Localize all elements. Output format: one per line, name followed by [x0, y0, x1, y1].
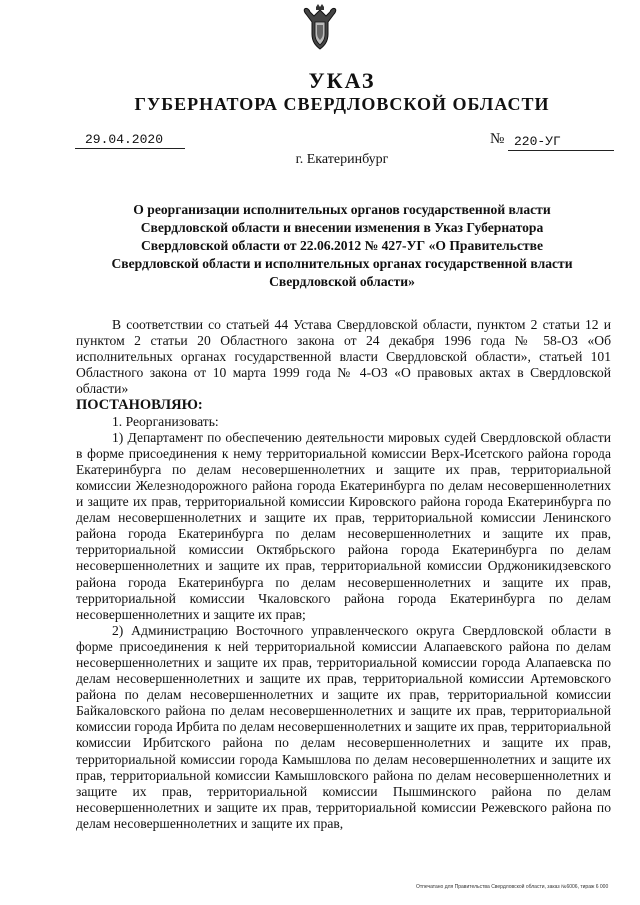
issuer-heading: ГУБЕРНАТОРА СВЕРДЛОВСКОЙ ОБЛАСТИ [134, 94, 550, 114]
print-footer: Отпечатано для Правительства Свердловской области, заказ №6006, тираж 6 000 [416, 884, 609, 890]
clause-1-2: 2) Администрацию Восточного управленческого округа Свердловской области в форме присоединения к ней территориальной комиссии Алапаевского района по делам несовершеннолетних и защите их прав, территориальной комиссии города Алапаевска по делам несовершеннолетних и защите их прав, территориальной комиссии Артемовского района по делам несовершеннолетних и защите их прав, территориальной комиссии Байкаловского района по делам несовершеннолетних и защите их прав, территориальной комиссии города Ирбита по делам несовершеннолетних и защите их прав, территориальной комиссии Ирбитского района по делам несовершеннолетних и защите их прав, территориальной комиссии города Камышлова по делам несовершеннолетних и защите их прав, территориальной комиссии Камышловского района по делам несовершеннолетних и защите их прав, территориальной комиссии Пышминского района по делам несовершеннолетних и защите их прав, территориальной комиссии Режевского района по делам несовершеннолетних и защите их прав, [76, 622, 611, 831]
decree-heading: УКАЗ [308, 68, 376, 93]
number-label: № [490, 131, 505, 147]
decree-date: 29.04.2020 [75, 132, 185, 149]
decree-number: 220-УГ [508, 134, 614, 151]
document-body [76, 317, 611, 832]
document-title: О реорганизации исполнительных органов государственной власти Свердловской области и внесении изменения в Указ Губернатора Свердловской области от 22.06.2012 № 427-УГ «О Правительстве Свердловской области и исполнительных органах государственной власти Свердловской области» [111, 202, 573, 289]
decree-word: ПОСТАНОВЛЯЮ: [76, 397, 203, 414]
clause-1: 1. Реорганизовать: [112, 413, 219, 429]
city: г. Екатеринбург [295, 152, 389, 167]
preamble: В соответствии со статьей 44 Устава Свердловской области, пунктом 2 статьи 12 и пунктом 2 статьи 20 Областного закона от 24 декабря 1996 года № 58-ОЗ «Об исполнительных органах государственной власти Свердловской области», статьей 101 Областного закона от 10 марта 1999 года № 4-ОЗ «О правовых актах в Свердловской области» [76, 317, 611, 397]
coat-of-arms-icon [298, 4, 342, 52]
clause-1-1: 1) Департамент по обеспечению деятельности мировых судей Свердловской области в форме присоединения к нему территориальной комиссии Верх-Исетского района города Екатеринбурга по делам несовершеннолетних и защите их прав, территориальной комиссии Железнодорожного района города Екатеринбурга по делам несовершеннолетних и защите их прав, территориальной комиссии Кировского района города Екатеринбурга по делам несовершеннолетних и защите их прав, территориальной комиссии Ленинского района города Екатеринбурга по делам несовершеннолетних и защите их прав, территориальной комиссии Октябрьского района города Екатеринбурга по делам несовершеннолетних и защите их прав, территориальной комиссии Орджоникидзевского района города Екатеринбурга по делам несовершеннолетних и защите их прав, территориальной комиссии Чкаловского района города Екатеринбурга по делам несовершеннолетних и защите их прав; [76, 429, 611, 622]
